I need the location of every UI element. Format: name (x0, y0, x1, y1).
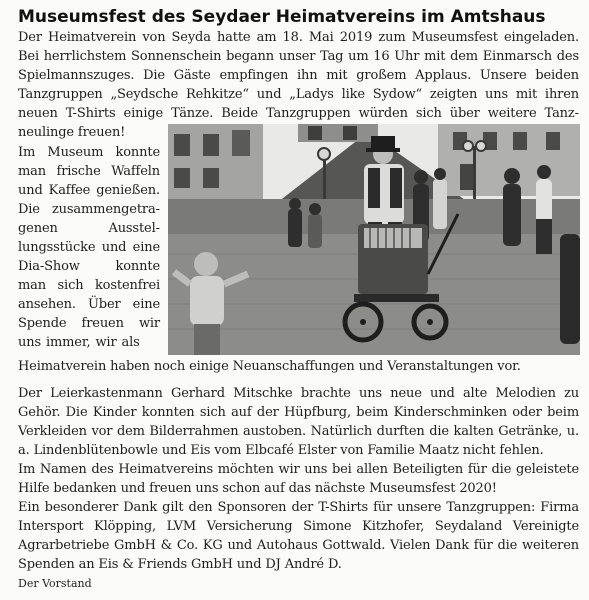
article-headline: Museumsfest des Seydaer Heimatvereins im Amtshaus (18, 7, 546, 27)
article-paragraph-museum-continued: Heimatverein haben noch einige Neuanschaffungen und Veranstaltungen vor. (18, 359, 521, 374)
street-organ-photo-illustration (168, 124, 580, 355)
article-paragraph-sponsors: Ein besonderer Dank gilt den Sponsoren der T-Shirts für unsere Tanzgruppen: Firma Intersport Klöpping, LVM Versicherung Simone Kitzhofer, Seydaland Vereinigte Agrarbetriebe GmbH & Co. KG und Autohaus Gottwald. Vielen Dank für die weiteren Spenden an Eis & Friends GmbH und DJ André D. (18, 500, 579, 572)
event-photo (168, 124, 580, 355)
article-paragraph-thanks: Im Namen des Heimatvereins möchten wir uns bei allen Beteiligten für die geleistete Hilfe bedanken und freuen uns schon auf das nächste Museumsfest 2020! (18, 462, 579, 496)
article-paragraph-organ-grinder: Der Leierkastenmann Gerhard Mitschke brachte uns neue und alte Melodien zu Gehör. Die Kinder konnten sich auf der Hüpfburg, beim Kinderschminken oder beim Verkleiden vor dem Bilderrahmen austoben. Natürlich durften die kalten Getränke, u. a. Lindenblütenbowle und Eis vom Elbcafé Elster von Familie Maatz nicht fehlen. (18, 386, 579, 458)
article-paragraph-intro: Der Heimatverein von Seyda hatte am 18. Mai 2019 zum Museumsfest eingeladen. Bei herrlichstem Sonnenschein begann unser Tag um 16 Uhr mit dem Einmarsch des Spielmannszuges. Die Gäste empfingen ihn mit großem Applaus. Unsere beiden Tanzgruppen „Seydsche Rehkitze“ und „Ladys like Sydow“ zeigten uns mit ihren neuen T-Shirts einige Tänze. Beide Tanzgruppen würden sich über weitere Tanzneulinge freuen! (18, 30, 579, 140)
article-paragraph-museum: Im Museum konnte man frische Waffeln und Kaffee genießen. Die zusammengetragenen Ausstellungsstücke und eine Dia-Show konnte man sich kostenfrei ansehen. Über eine Spende freuen wir uns immer, wir als (18, 145, 160, 350)
article-signature: Der Vorstand (18, 577, 92, 590)
